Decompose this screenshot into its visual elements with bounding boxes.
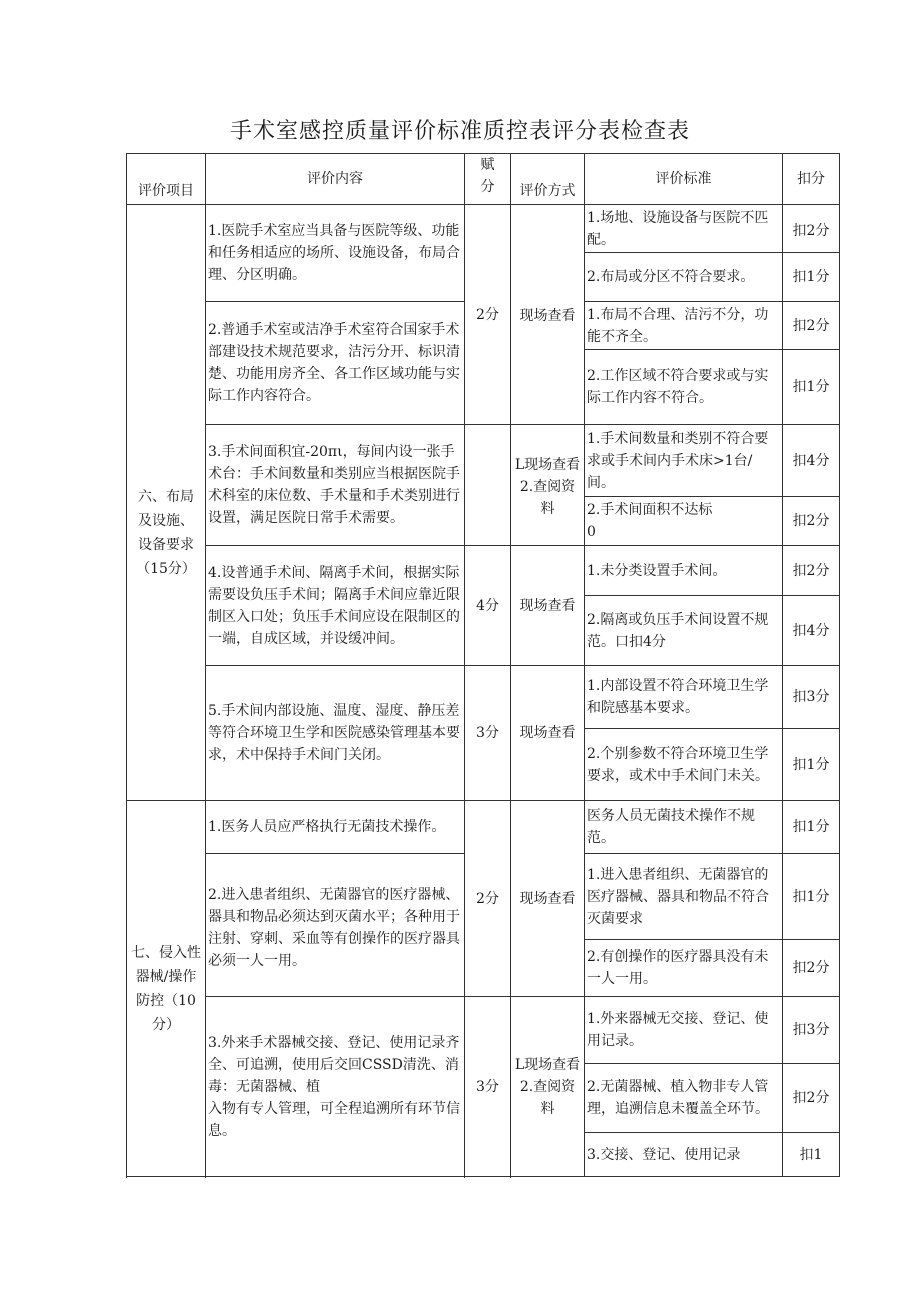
standard-6-3-2: [585, 497, 783, 546]
section-item-7: 七、侵入性器械/操作防控（10分）: [127, 801, 206, 1177]
deduct-7-3-3: 扣1: [783, 1133, 840, 1177]
header-method: 评价方式: [511, 154, 585, 205]
method-6-3: L现场查看2.查阅资料: [511, 425, 585, 546]
standard-6-4-2: 2.隔离或负压手术间设置不规范。口扣4分: [585, 596, 783, 666]
deduct-6-5-2: 扣1分: [783, 729, 840, 801]
deduct-7-3-1: 扣3分: [783, 997, 840, 1064]
content-7-2: 2.进入患者组织、无菌器官的医疗器械、器具和物品必须达到灭菌水平；各种用于注射、穿刺、采血等有创操作的医疗器具必须一人一用。: [206, 854, 465, 997]
deduct-6-3-2: 扣2分: [783, 497, 840, 546]
content-6-5: 5.手术间内部设施、温度、湿度、静压差等符合环境卫生学和医院感染管理基本要求，术中保持手术间门关闭。: [206, 666, 465, 801]
deduct-6-4-2: 扣4分: [783, 596, 840, 666]
standard-6-3-2-line1: 2.手术间面积不达标: [587, 502, 713, 518]
method-7-1-2: 现场查看: [511, 801, 585, 997]
standard-6-2-2: 2.工作区域不符合要求或与实际工作内容不符合。: [585, 350, 783, 425]
content-6-2: 2.普通手术室或洁净手术室符合国家手术部建设技术规范要求，洁污分开、标识清楚、功能用房齐全、各工作区域功能与实际工作内容符合。: [206, 302, 465, 425]
table-row: [127, 546, 840, 596]
table-row: [127, 997, 840, 1064]
content-7-3-line1: 3.外来手术器械交接、登记、使用记录齐全、可追溯，使用后交回CSSD清洗、消毒：无菌器械、植: [208, 1034, 460, 1095]
table-header-row: [127, 154, 840, 205]
deduct-6-1-2: 扣1分: [783, 253, 840, 302]
header-item: 评价项目: [127, 154, 206, 205]
content-6-1: 1.医院手术室应当具备与医院等级、功能和任务相适应的场所、设施设备，布局合理、分区明确。: [206, 205, 465, 302]
table-row: [127, 666, 840, 729]
deduct-7-1-1: 扣1分: [783, 801, 840, 854]
content-6-4: 4.设普通手术间、隔离手术间，根据实际需要设负压手术间；隔离手术间应靠近限制区入口处；负压手术间应设在限制区的一端，自成区域，并设缓冲间。: [206, 546, 465, 666]
deduct-6-2-2: 扣1分: [783, 350, 840, 425]
standard-6-5-2: 2.个别参数不符合环境卫生学要求，或术中手术间门未关。: [585, 729, 783, 801]
standard-6-4-1: 1.未分类设置手术间。: [585, 546, 783, 596]
deduct-7-2-2: 扣2分: [783, 940, 840, 997]
score-7-3: 3分: [465, 997, 511, 1177]
method-6-4: 现场查看: [511, 546, 585, 666]
header-deduct: 扣分: [783, 154, 840, 205]
evaluation-table: [126, 153, 840, 1177]
table-row: [127, 801, 840, 854]
table-row: [127, 205, 840, 253]
method-7-3: L现场查看2.查阅资料: [511, 997, 585, 1177]
standard-6-3-2-line2: 0: [587, 524, 596, 540]
content-7-3: [206, 997, 465, 1177]
method-6-1-2: 现场查看: [511, 205, 585, 425]
header-content: 评价内容: [206, 154, 465, 205]
score-6-1-2: 2分: [465, 205, 511, 425]
deduct-6-4-1: 扣2分: [783, 546, 840, 596]
standard-6-1-2: 2.布局或分区不符合要求。: [585, 253, 783, 302]
content-7-1: 1.医务人员应严格执行无菌技术操作。: [206, 801, 465, 854]
standard-7-2-2: 2.有创操作的医疗器具没有未一人一用。: [585, 940, 783, 997]
page-title: 手术室感控质量评价标准质控表评分表检查表: [229, 119, 690, 144]
standard-6-2-1: 1.布局不合理、洁污不分，功能不齐全。: [585, 302, 783, 350]
deduct-6-1-1: 扣2分: [783, 205, 840, 253]
deduct-7-3-2: 扣2分: [783, 1064, 840, 1133]
standard-6-3-1: 1.手术间数量和类别不符合要求或手术间内手术床>1台/间。: [585, 425, 783, 497]
deduct-6-2-1: 扣2分: [783, 302, 840, 350]
content-6-3: 3.手术间面积宜-20πι，每间内设一张手术台：手术间数量和类别应当根据医院手术科室的床位数、手术量和手术类别进行设置，满足医院日常手术需要。: [206, 425, 465, 546]
deduct-7-2-1: 扣1分: [783, 854, 840, 940]
standard-7-3-3: 3.交接、登记、使用记录: [585, 1133, 783, 1177]
standard-7-2-1: 1.进入患者组织、无菌器官的医疗器械、器具和物品不符合灭菌要求: [585, 854, 783, 940]
score-6-3: [465, 425, 511, 546]
score-6-5: 3分: [465, 666, 511, 801]
standard-6-1-1: 1.场地、设施设备与医院不匹配。: [585, 205, 783, 253]
score-6-4: 4分: [465, 546, 511, 666]
method-6-5: 现场查看: [511, 666, 585, 801]
section-item-6: 六、布局及设施、设备要求（15分）: [127, 205, 206, 801]
deduct-6-3-1: 扣4分: [783, 425, 840, 497]
standard-7-3-2: 2.无菌器械、植入物非专人管理，追溯信息未覆盖全环节。: [585, 1064, 783, 1133]
deduct-6-5-1: 扣3分: [783, 666, 840, 729]
table-row: [127, 425, 840, 497]
standard-6-5-1: 1.内部设置不符合环境卫生学和院感基本要求。: [585, 666, 783, 729]
standard-7-1-1: 医务人员无菌技术操作不规范。: [585, 801, 783, 854]
standard-7-3-1: 1.外来器械无交接、登记、使用记录。: [585, 997, 783, 1064]
header-standard: 评价标准: [585, 154, 783, 205]
content-7-3-line2: 入物有专人管理，可全程追溯所有环节信息。: [208, 1100, 460, 1139]
score-7-1-2: 2分: [465, 801, 511, 997]
header-score: 赋分: [465, 154, 511, 205]
